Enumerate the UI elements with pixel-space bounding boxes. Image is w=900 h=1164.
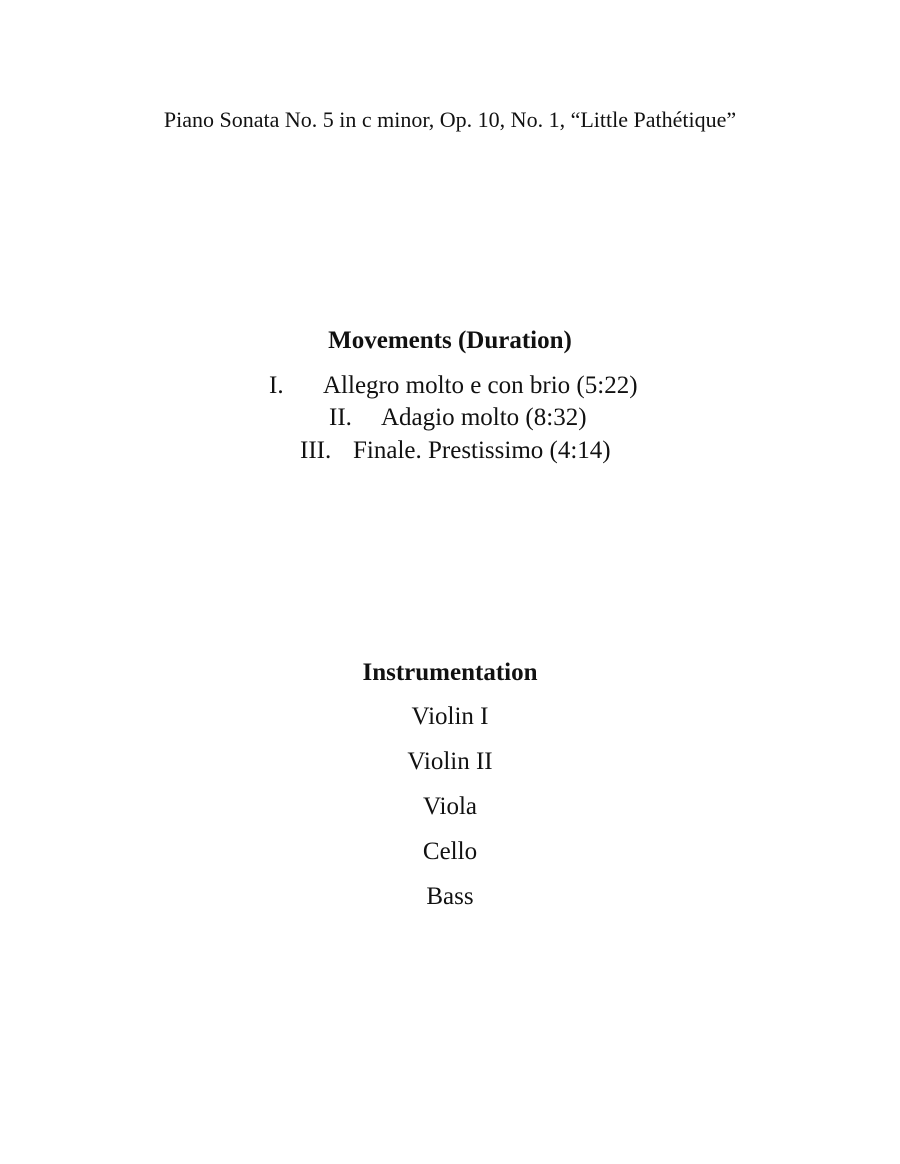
instrument-item: Bass (426, 883, 474, 910)
movement-name: Allegro molto e con brio (5:22) (323, 372, 638, 399)
movement-name: Finale. Prestissimo (4:14) (353, 437, 611, 464)
movement-numeral: II. (329, 404, 352, 431)
instrument-item: Violin I (411, 703, 489, 730)
instrument-item: Cello (422, 838, 478, 865)
page-title: Piano Sonata No. 5 in c minor, Op. 10, No. 1, “Little Pathétique” (163, 107, 737, 132)
instrumentation-heading: Instrumentation (362, 659, 538, 686)
instrument-item: Viola (422, 793, 478, 820)
movement-item (300, 436, 611, 466)
movement-numeral: I. (269, 372, 284, 399)
instrumentation-list (0, 702, 900, 927)
movement-item (329, 403, 587, 433)
movement-name: Adagio molto (8:32) (381, 404, 587, 431)
movement-item (269, 371, 638, 401)
movements-heading: Movements (Duration) (328, 327, 572, 354)
movement-numeral: III. (300, 437, 332, 464)
instrument-item: Violin II (407, 748, 493, 775)
